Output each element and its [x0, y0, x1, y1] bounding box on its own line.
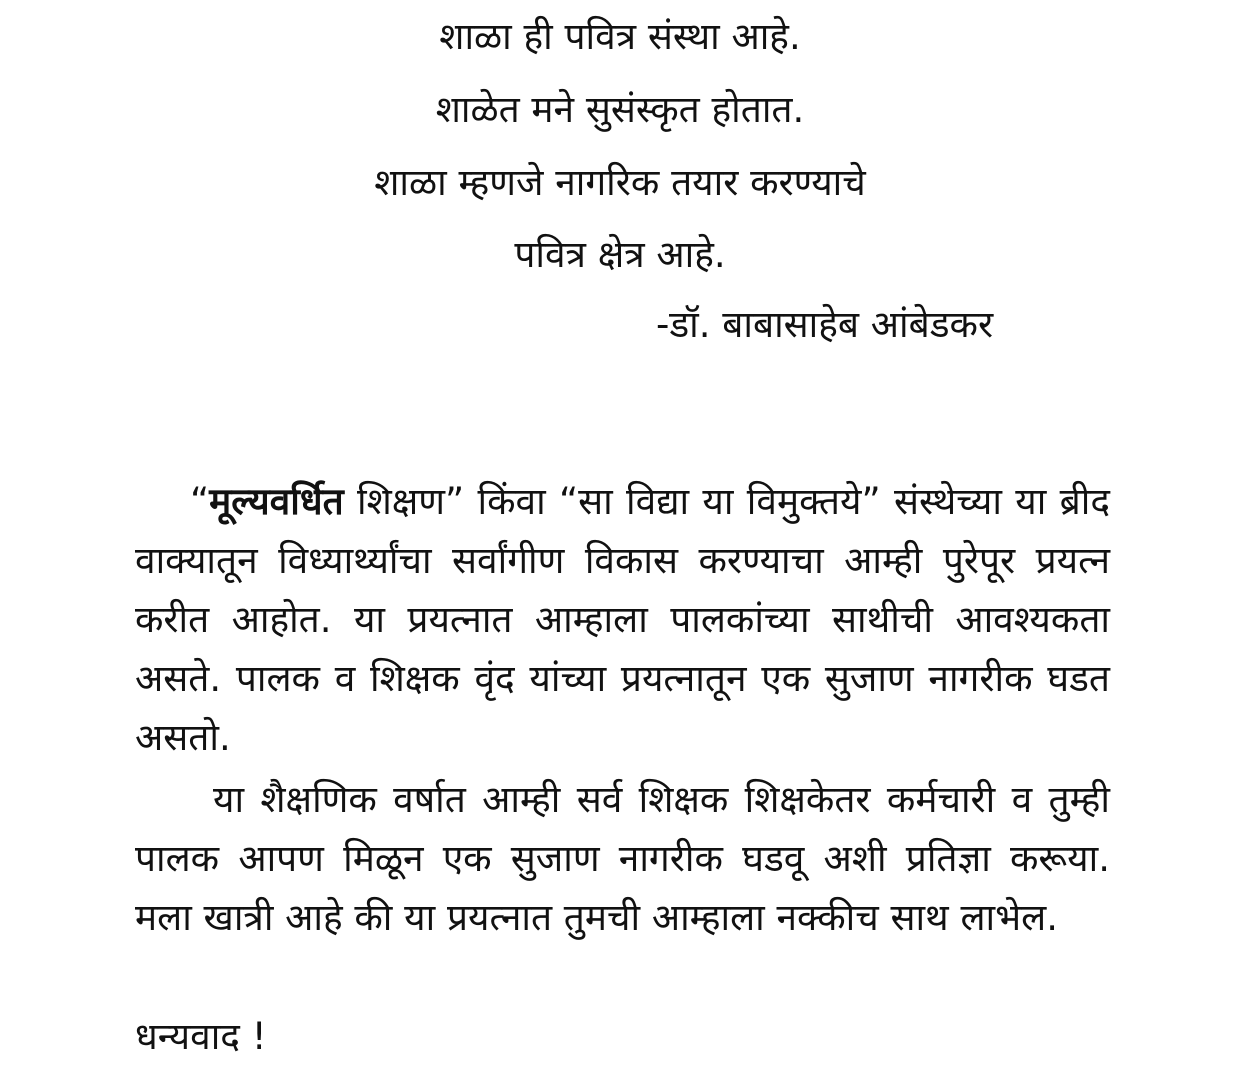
bold-phrase: मूल्यवर्धित	[209, 480, 344, 523]
body-paragraph-1	[135, 472, 1110, 767]
quote-attribution: -डॉ. बाबासाहेब आंबेडकर	[656, 303, 994, 346]
paragraph-1-text: शिक्षण” किंवा “सा विद्या या विमुक्तये” संस्थेच्या या ब्रीद वाक्यातून विध्यार्थ्यांचा सर्वांगीण विकास करण्याचा आम्ही पुरेपूर प्रयत्न करीत आहोत. या प्रयत्नात आम्हाला पालकांच्या साथीची आवश्यकता असते. पालक व शिक्षक वृंद यांच्या प्रयत्नातून एक सुजाण नागरीक घडत असतो.	[135, 480, 1110, 759]
opening-quote-mark: “	[190, 480, 210, 523]
quote-line-4: पवित्र क्षेत्र आहे.	[514, 233, 726, 276]
closing-thanks: धन्यवाद !	[135, 1015, 267, 1058]
body-paragraph-2: या शैक्षणिक वर्षात आम्ही सर्व शिक्षक शिक्षकेतर कर्मचारी व तुम्ही पालक आपण मिळून एक सुजाण नागरीक घडवू अशी प्रतिज्ञा करूया. मला खात्री आहे की या प्रयत्नात तुमची आम्हाला नक्कीच साथ लाभेल.	[135, 778, 1110, 939]
quote-line-1: शाळा ही पवित्र संस्था आहे.	[439, 15, 801, 58]
quote-line-3: शाळा म्हणजे नागरिक तयार करण्याचे	[374, 161, 866, 204]
quote-line-2: शाळेत मने सुसंस्कृत होतात.	[435, 88, 805, 131]
